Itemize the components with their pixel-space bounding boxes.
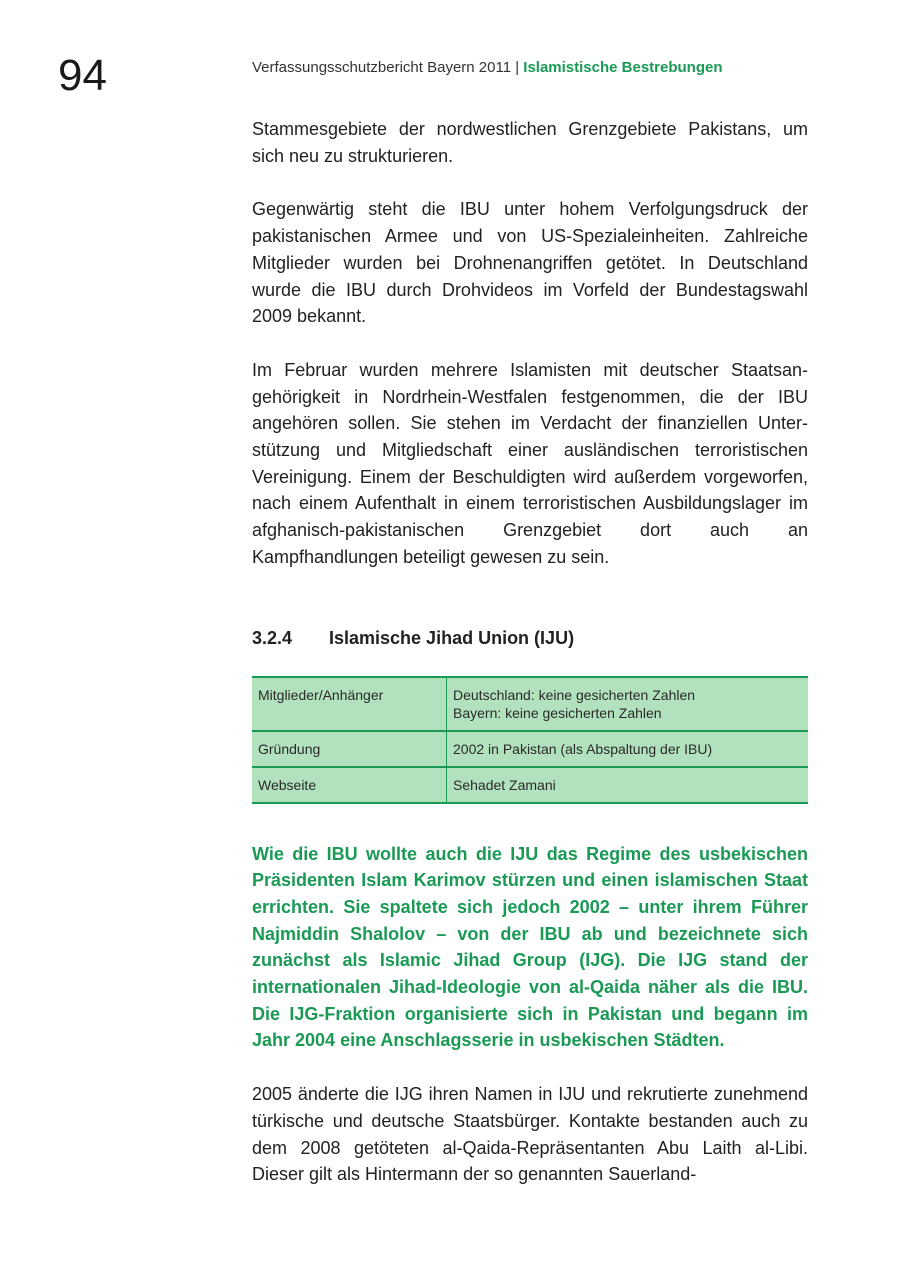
running-header-section-title: Islamistische Bestrebungen	[523, 59, 723, 76]
table-row	[252, 677, 808, 731]
table-value-cell	[447, 677, 809, 731]
table-value-cell	[447, 731, 809, 767]
section-title: Islamische Jihad Union (IJU)	[329, 627, 575, 648]
body-paragraph: Stammesgebiete der nordwestlichen Grenzgebiete Pakistans, um sich neu zu strukturieren.	[252, 119, 808, 166]
table-value-line: Bayern: keine gesicherten Zahlen	[453, 704, 662, 721]
table-label-cell: Mitglieder/Anhänger	[252, 677, 447, 731]
body-paragraph: Im Februar wurden mehrere Islamisten mit deutscher Staatsangehörigkeit in Nordrhein-Westfalen festgenommen, die der IBU angehören sollen. Sie stehen im Verdacht der finanziellen Unterstützung und Mitgliedschaft einer ausländischen terroristischen Vereinigung. Einem der Beschuldigten wird außerdem vorgeworfen, nach einem Aufenthalt in einem terroristischen Ausbildungslager im afghanisch-pakistanischen Grenzgebiet dort auch an Kampfhandlungen beteiligt gewesen zu sein.	[252, 359, 808, 567]
running-header-doc-title: Verfassungsschutzbericht Bayern 2011	[252, 59, 512, 76]
table-label-cell: Webseite	[252, 767, 447, 803]
table-label-cell: Gründung	[252, 731, 447, 767]
page-number: 94	[58, 51, 107, 100]
table-row	[252, 731, 808, 767]
main-content	[252, 116, 808, 1215]
table-value-line: Deutschland: keine gesicherten Zahlen	[453, 686, 696, 703]
running-header-separator: |	[511, 59, 524, 76]
table-value-line: Sehadet Zamani	[453, 776, 556, 793]
lead-paragraph: Wie die IBU wollte auch die IJU das Regime des usbekischen Präsidenten Islam Karimov stürzen und einen islamischen Staat errichten. Sie spaltete sich jedoch 2002 – unter ihrem Führer Najmiddin Shalolov – von der IBU ab und bezeichnete sich zunächst als Islamic Jihad Group (IJG). Die IJG stand der internationalen Jihad-Ideologie von al-Qaida näher als die IBU. Die IJG-Fraktion organisierte sich in Pakistan und begann im Jahr 2004 eine Anschlagsserie in usbekischen Städten.	[252, 843, 808, 1051]
section-heading	[252, 626, 808, 650]
table-value-line: 2002 in Pakistan (als Abspaltung der IBU)	[453, 740, 713, 757]
body-paragraph: Gegenwärtig steht die IBU unter hohem Verfolgungsdruck der pakistanischen Armee und von US-Spezialeinheiten. Zahlreiche Mitglieder wurden bei Drohnenangriffen getötet. In Deutschland wurde die IBU durch Drohvideos im Vorfeld der Bundestagswahl 2009 bekannt.	[252, 199, 808, 327]
section-number: 3.2.4	[252, 627, 293, 648]
facts-table	[252, 676, 808, 804]
table-row	[252, 767, 808, 803]
table-value-cell	[447, 767, 809, 803]
running-header	[252, 58, 723, 78]
body-paragraph: 2005 änderte die IJG ihren Namen in IJU und rekrutierte zunehmend türkische und deutsche Staatsbürger. Kontakte bestanden auch zu dem 2008 getöteten al-Qaida-Repräsentanten Abu Laith al-Libi. Dieser gilt als Hintermann der so genannten Sauerland-	[252, 1084, 808, 1185]
